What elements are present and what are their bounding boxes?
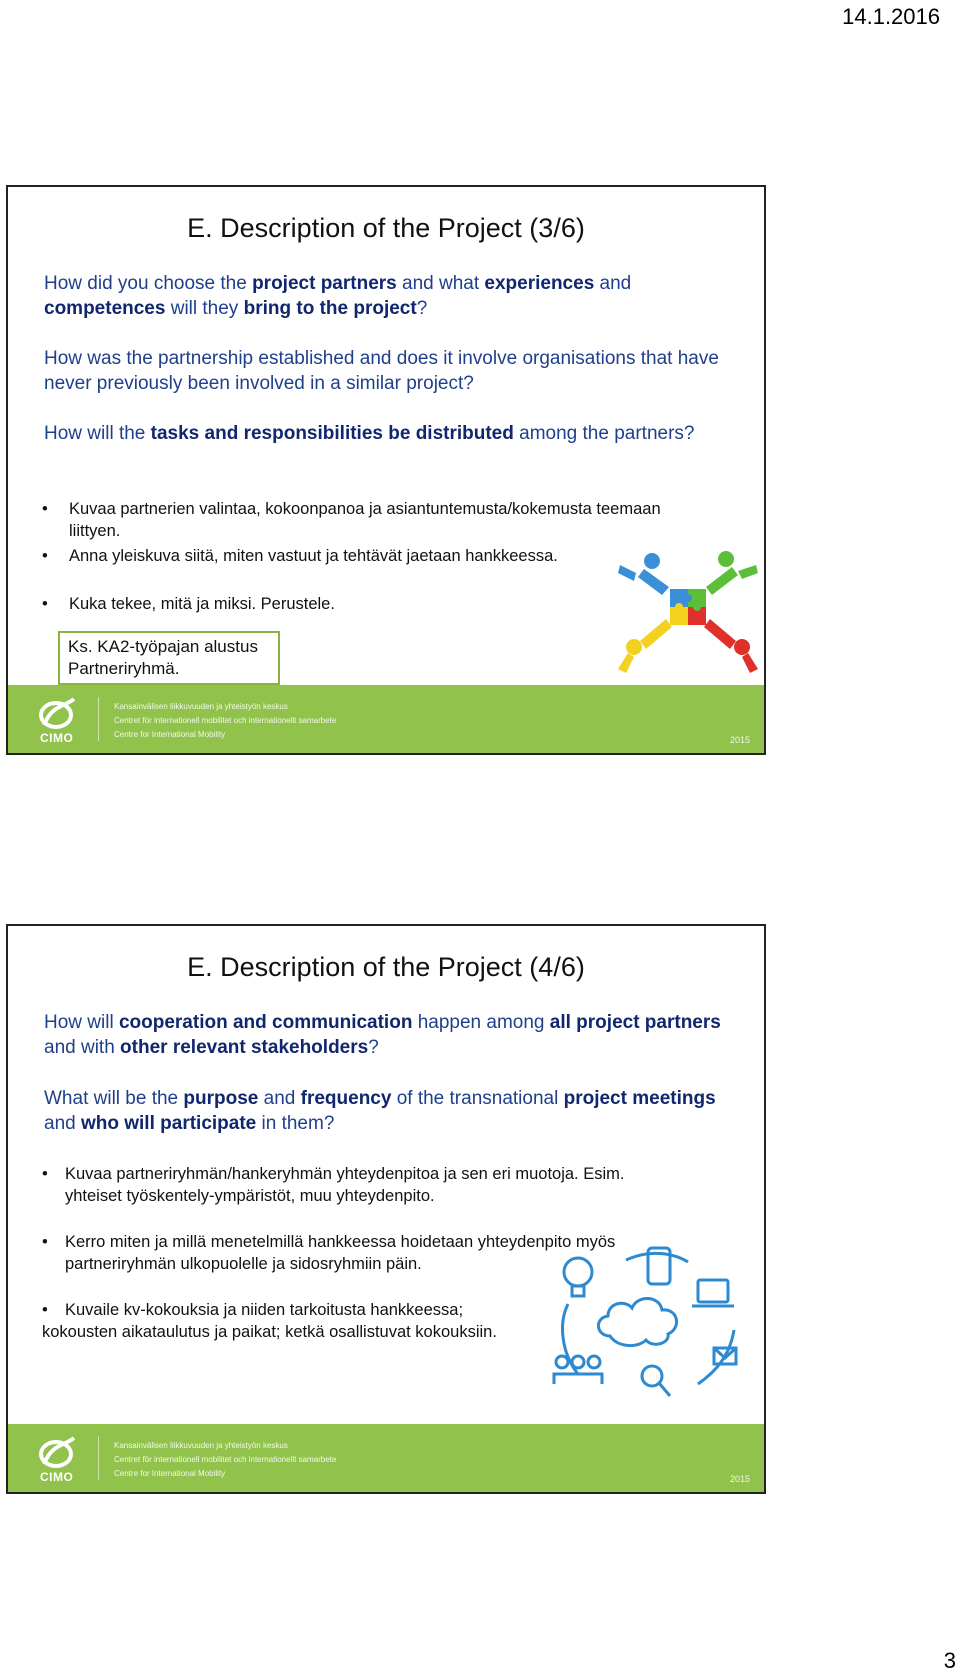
slide-title: E. Description of the Project (3/6) bbox=[187, 213, 585, 243]
laptop-icon bbox=[692, 1280, 734, 1306]
footer-divider bbox=[98, 697, 99, 741]
search-magnifier-icon bbox=[642, 1366, 670, 1396]
list-item: • Kuvaa partnerien valintaa, kokoonpanoa ja asiantuntemusta/kokemusta teemaan liittyen. bbox=[42, 500, 661, 540]
list-item: • Anna yleiskuva siitä, miten vastuut ja tehtävät jaetaan hankkeessa. bbox=[42, 547, 558, 565]
list-item: • Kuvaile kv-kokouksia ja niiden tarkoitusta hankkeessa; bbox=[42, 1301, 464, 1319]
communication-network-illustration bbox=[548, 1244, 748, 1404]
slide-4-of-6 bbox=[6, 924, 766, 1494]
slide-footer bbox=[8, 1424, 764, 1492]
question-meetings: What will be the purpose and frequency of the transnational project meetings and who will participate in them? bbox=[44, 1088, 716, 1134]
org-name-sv: Centret för internationell mobilitet och internationellt samarbete bbox=[114, 1455, 337, 1464]
slide-footer bbox=[8, 685, 764, 753]
red-figure-icon bbox=[704, 619, 758, 673]
cimo-logo-text: CIMO bbox=[40, 731, 74, 745]
question-partners: How did you choose the project partners and what experiences and competences will they bring to the project? bbox=[44, 273, 632, 319]
cimo-logo-text: CIMO bbox=[40, 1470, 74, 1484]
list-item: • Kerro miten ja millä menetelmillä hankkeessa hoidetaan yhteydenpito myös partneriryhmän ulkopuolelle ja sidosryhmiin päin. bbox=[42, 1233, 616, 1273]
slide-3-of-6 bbox=[6, 185, 766, 755]
footer-year: 2015 bbox=[729, 1474, 750, 1484]
list-item-continuation: kokousten aikataulutus ja paikat; ketkä osallistuvat kokouksiin. bbox=[42, 1323, 497, 1341]
blue-figure-icon bbox=[618, 553, 669, 595]
question-communication: How will cooperation and communication happen among all project partners and with other relevant stakeholders? bbox=[44, 1012, 721, 1058]
puzzle-people-illustration bbox=[614, 547, 764, 675]
people-group-icon bbox=[554, 1356, 602, 1384]
org-name-fi: Kansainvälisen liikkuvuuden ja yhteistyön keskus bbox=[114, 702, 288, 711]
mail-icon bbox=[714, 1348, 736, 1364]
slide-title: E. Description of the Project (4/6) bbox=[187, 952, 585, 982]
list-item: • Kuvaa partneriryhmän/hankeryhmän yhteydenpitoa ja sen eri muotoja. Esim. yhteiset työskentely-ympäristöt, muu yhteydenpito. bbox=[42, 1165, 625, 1205]
reference-line-1: Ks. KA2-työpajan alustus bbox=[68, 637, 258, 656]
org-name-en: Centre for International Mobility bbox=[114, 730, 226, 739]
page-number: 3 bbox=[943, 1648, 956, 1673]
footer-year: 2015 bbox=[729, 735, 750, 745]
cloud-icon bbox=[598, 1298, 676, 1345]
puzzle-pieces-icon bbox=[670, 589, 706, 625]
org-name-en: Centre for International Mobility bbox=[114, 1469, 226, 1478]
org-name-fi: Kansainvälisen liikkuvuuden ja yhteistyön keskus bbox=[114, 1441, 288, 1450]
org-name-sv: Centret för internationell mobilitet och internationellt samarbete bbox=[114, 716, 337, 725]
lightbulb-icon bbox=[564, 1258, 592, 1296]
green-figure-icon bbox=[706, 551, 758, 595]
footer-divider bbox=[98, 1436, 99, 1480]
reference-box bbox=[58, 631, 280, 685]
list-item: • Kuka tekee, mitä ja miksi. Perustele. bbox=[42, 595, 335, 613]
question-tasks: How will the tasks and responsibilities be distributed among the partners? bbox=[44, 423, 695, 444]
reference-line-2: Partneriryhmä. bbox=[68, 659, 180, 678]
page-date: 14.1.2016 bbox=[842, 4, 940, 29]
question-partnership: How was the partnership established and does it involve organisations that have never previously been involved in a similar project? bbox=[44, 348, 719, 394]
yellow-figure-icon bbox=[618, 619, 672, 673]
